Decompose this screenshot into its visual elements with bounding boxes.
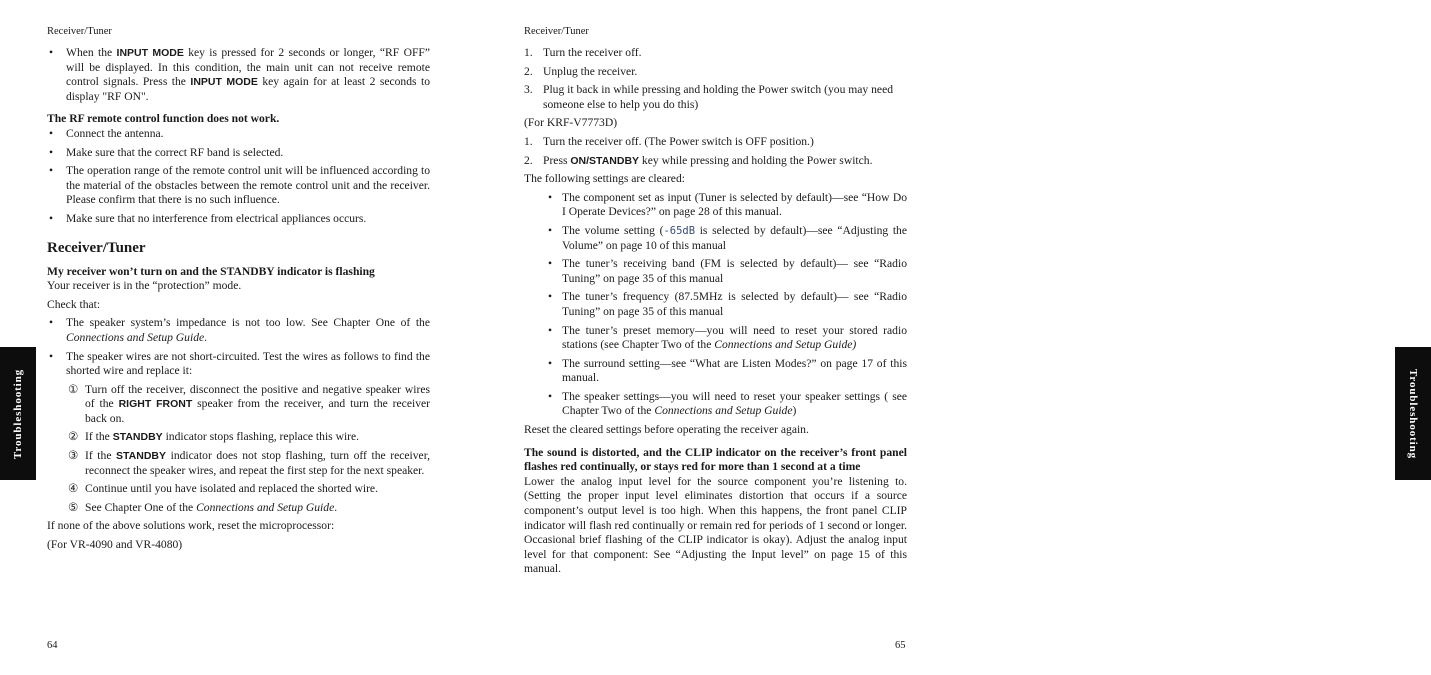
list-item: • The tuner’s preset memory—you will need to reset your stored radio stations (see Chapter Two of the Connections and Setup Guide) — [524, 324, 907, 353]
clip-heading: The sound is distorted, and the CLIP indicator on the receiver’s front panel flashes red continually, or stays red for more than 1 second at a time — [524, 445, 907, 474]
on-standby-key: ON/STANDBY — [570, 154, 640, 167]
running-head: Receiver/Tuner — [47, 26, 112, 37]
rf-bullets — [47, 127, 430, 227]
list-item: • The volume setting (-65dB is selected by default)—see “Adjusting the Volume” on page 10 of this manual — [524, 224, 907, 253]
step-item: ① Turn off the receiver, disconnect the positive and negative speaker wires of the RIGHT FRONT speaker from the receiver, and turn the receiver back on. — [68, 382, 430, 425]
tab-label: Troubleshooting — [1407, 368, 1419, 459]
right-front-key: RIGHT FRONT — [118, 398, 193, 411]
standby-key: STANDBY — [116, 450, 167, 463]
step-item: 3. Plug it back in while pressing and holding the Power switch (you may need someone else to help you do this) — [524, 83, 894, 111]
step-item: 1. Turn the receiver off. (The Power switch is OFF position.) — [524, 134, 814, 148]
page-number: 65 — [895, 640, 906, 651]
right-column — [524, 46, 907, 581]
guide-title: Connections and Setup Guide) — [714, 338, 857, 352]
none-work-text: If none of the above solutions work, reset the microprocessor: — [47, 519, 335, 533]
reset-steps-b — [524, 135, 907, 168]
list-item: • Connect the antenna. — [47, 127, 430, 142]
left-page — [0, 0, 477, 675]
list-item: • The tuner’s frequency (87.5MHz is selected by default)— see “Radio Tuning” on page 35 of this manual — [524, 290, 907, 319]
left-column — [47, 46, 430, 557]
step-item: ⑤ See Chapter One of the Connections and Setup Guide. — [68, 500, 338, 514]
input-mode-bullet: • When the INPUT MODE key is pressed for 2 seconds or longer, “RF OFF” will be displayed. In this condition, the main unit can not receive remote control signals. Press the INPUT MODE key again for at least 2 seconds to display "RF ON". — [47, 46, 430, 104]
standby-key: STANDBY — [112, 431, 163, 444]
cleared-intro: The following settings are cleared: — [524, 172, 685, 186]
section-title: Receiver/Tuner — [47, 239, 146, 256]
impedance-bullet: • The speaker system’s impedance is not too low. See Chapter One of the Connections and Setup Guide. — [47, 316, 430, 345]
step-item: ③ If the STANDBY indicator does not stop flashing, turn off the receiver, reconnect the speaker wires, and repeat the first step for the next speaker. — [68, 449, 430, 477]
guide-title: Connections and Setup Guide — [66, 330, 205, 344]
list-item: • The speaker settings—you will need to reset your speaker settings ( see Chapter Two of the Connections and Setup Guide) — [524, 390, 907, 419]
running-head: Receiver/Tuner — [524, 26, 589, 37]
clip-text: Lower the analog input level for the source component you’re listening to. (Setting the proper input level eliminates distortion that occurs if a source component’s output level is too high. When this happens, the front panel CLIP indicator will flash red continually or remain red for periods of 1 second or longer. Occasional brief flashing of the CLIP indicator is okay). Adjust the analog input level for that component: See “Adjusting the Input level” on page 15 of this manual. — [524, 474, 907, 576]
check-bullets — [47, 316, 430, 378]
tab-label: Troubleshooting — [12, 368, 24, 459]
list-item: • Make sure that no interference from electrical appliances occurs. — [47, 212, 430, 227]
section-tab — [1395, 347, 1431, 480]
step-item: ② If the STANDBY indicator stops flashing, replace this wire. — [68, 430, 360, 444]
step-item: 2. Unplug the receiver. — [524, 64, 638, 78]
list-item: • The surround setting—see “What are Listen Modes?” on page 17 of this manual. — [524, 357, 907, 386]
reset-text: Reset the cleared settings before operating the receiver again. — [524, 423, 809, 437]
section-tab — [0, 347, 36, 480]
guide-title: Connections and Setup Guide — [196, 500, 335, 514]
list-item: • The tuner’s receiving band (FM is selected by default)— see “Radio Tuning” on page 35 of this manual — [524, 257, 907, 286]
list-item: • The component set as input (Tuner is selected by default)—see “How Do I Operate Devices?” on page 28 of this manual. — [524, 191, 907, 220]
rf-heading: The RF remote control function does not work. — [47, 112, 280, 126]
standby-heading: My receiver won’t turn on and the STANDBY indicator is flashing — [47, 264, 375, 278]
model-note: (For KRF-V7773D) — [524, 116, 618, 130]
step-item: 1. Turn the receiver off. — [524, 46, 642, 59]
step-item: 2. Press ON/STANDBY key while pressing and holding the Power switch. — [524, 153, 873, 167]
list-item: • The operation range of the remote control unit will be influenced according to the material of the obstacles between the remote control unit and the receiver. Please confirm that there is no such influence. — [47, 164, 430, 208]
right-page — [477, 0, 1419, 675]
models-note: (For VR-4090 and VR-4080) — [47, 538, 183, 552]
cleared-settings — [524, 191, 907, 419]
list-item: • Make sure that the correct RF band is selected. — [47, 146, 430, 161]
step-item: ④ Continue until you have isolated and replaced the shorted wire. — [68, 482, 378, 496]
guide-title: Connections and Setup Guide — [654, 404, 793, 418]
input-mode-key: INPUT MODE — [116, 47, 184, 59]
wires-bullet: • The speaker wires are not short-circuited. Test the wires as follows to find the shorted wire and replace it: — [47, 350, 430, 379]
intro-list — [47, 46, 430, 104]
volume-display: -65dB — [663, 224, 696, 237]
page-number: 64 — [47, 640, 58, 651]
reset-steps-a — [524, 46, 907, 112]
protection-text: Your receiver is in the “protection” mode. — [47, 279, 242, 293]
check-that: Check that: — [47, 297, 101, 311]
wire-steps — [47, 383, 430, 516]
input-mode-key: INPUT MODE — [190, 76, 258, 89]
